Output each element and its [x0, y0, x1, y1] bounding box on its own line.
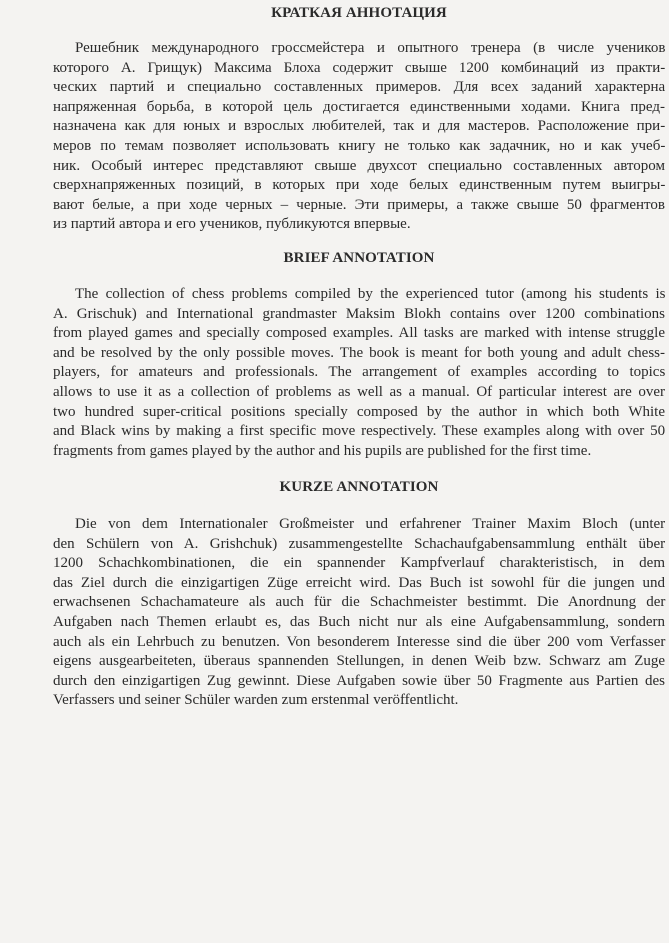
text-line: eigens ausgearbeiteten, überaus spannenden Stellungen, in denen Weib bzw. Schwarz am Zuge [53, 653, 666, 670]
text-line: Verfassers und seiner Schüler warden zum erstenmal veröffentlicht. [53, 692, 459, 709]
text-line: and Black wins by making a first specific move respectively. These examples along with over 50 [53, 423, 666, 440]
text-line: сверхнапряженных позиций, в которых при ходе белых единственным путем выигры- [53, 177, 666, 194]
heading-english: BRIEF ANNOTATION [283, 250, 435, 266]
text-line: durch den einzigartigen Zug gewinnt. Diese Aufgaben sowie über 50 Fragmente aus Partien des [53, 672, 665, 689]
text-line: меров по темам позволяет использовать книгу не только как задачник, но и как учеб- [53, 137, 666, 154]
text-line: and be resolved by the only possible moves. The book is meant for both young and adult chess- [53, 344, 665, 361]
text-line: A. Grischuk) and International grandmaster Maksim Blokh contains over 1200 combinations [53, 305, 665, 322]
text-line: Die von dem Internationaler Großmeister und erfahrener Trainer Maxim Bloch (unter [75, 516, 666, 532]
text-line: auch als ein Lehrbuch zu benutzen. Von besonderem Interesse sind die über 200 vom Verfasser [53, 633, 666, 650]
text-line: Решебник международного гроссмейстера и опытного тренера (в числе учеников [75, 40, 666, 56]
text-line: das Ziel durch die einzigartigen Züge erreicht wird. Das Buch ist sowohl für die jungen und [53, 574, 665, 591]
paragraph-german [53, 515, 665, 711]
text-line: den Schülern von A. Grishchuk) zusammengestellte Schachaufgabensammlung enthält über [53, 535, 666, 552]
text-line: The collection of chess problems compiled by the experienced tutor (among his students is [75, 286, 666, 302]
text-line: erwachsenen Schachamateure als auch für die Schachmeister bestimmt. Die Anordnung der [53, 594, 666, 611]
text-line: from played games and specially composed examples. All tasks are marked with intense struggle [53, 325, 665, 342]
section-german [53, 478, 665, 711]
text-line: Aufgaben nach Themen erlaubt es, das Buch nicht nur als eine Aufgabensammlung, sondern [53, 613, 665, 630]
text-line: которого А. Грищук) Максима Блоха содержит свыше 1200 комбинаций из практи- [53, 59, 666, 76]
text-line: allows to use it as a collection of problems as well as a manual. Of particular interest are over [53, 383, 666, 400]
text-line: fragments from games played by the author and his pupils are published for the first time. [53, 442, 592, 459]
heading-russian: КРАТКАЯ АННОТАЦИЯ [271, 5, 447, 21]
text-line: вают белые, а при ходе черных – черные. Эти примеры, а также свыше 50 фрагментов [53, 196, 665, 213]
section-english [53, 249, 665, 461]
text-line: two hundred super-critical positions specially composed by the author in which both White [53, 403, 665, 420]
text-line: ник. Особый интерес представляют свыше двухсот специально составленных автором [53, 157, 665, 174]
text-line: players, for amateurs and professionals. The arrangement of examples according to topics [53, 364, 666, 381]
text-line: ческих партий и специально составленных примеров. Для всех заданий характерна [53, 79, 666, 96]
heading-german: KURZE ANNOTATION [279, 479, 439, 495]
paragraph-russian [53, 39, 665, 235]
text-line: 1200 Schachkombinationen, die ein spannender Kampfverlauf charakteristisch, in dem [53, 555, 665, 572]
text-line: напряженная борьба, в которой цель достигается единственными ходами. Книга пред- [53, 98, 665, 115]
text-line: назначена как для юных и взрослых любителей, так и для мастеров. Расположение при- [53, 118, 666, 135]
paragraph-english [53, 285, 665, 461]
text-line: из партий автора и его учеников, публикуются впервые. [53, 216, 411, 233]
section-russian [53, 4, 665, 235]
